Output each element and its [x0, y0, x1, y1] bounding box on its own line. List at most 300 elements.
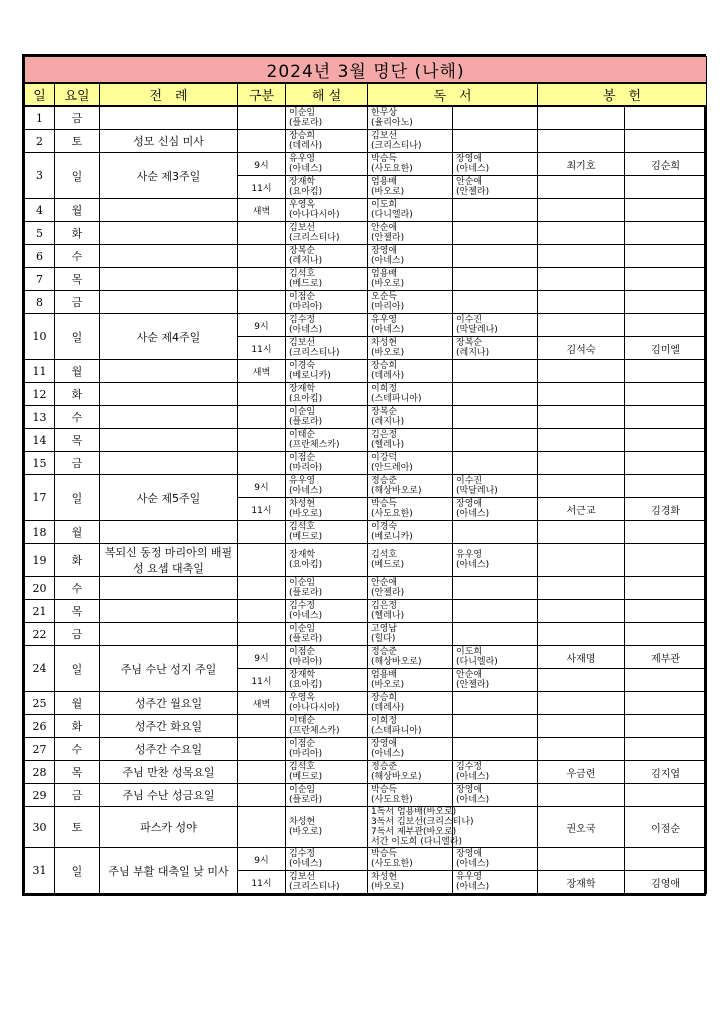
weekday-cell: 월	[55, 521, 100, 544]
person-line: (요아킴)	[289, 187, 323, 197]
liturgy-line: 복되신 동정 마리아의 배필	[104, 546, 233, 559]
liturgy-line: 주님 수난 성금요일	[122, 789, 215, 802]
commentary-cell	[286, 222, 368, 245]
offering-2-cell	[625, 268, 707, 291]
day-cell: 18	[25, 521, 55, 544]
liturgy-cell	[100, 600, 238, 623]
person-line: (안젤라)	[456, 187, 490, 197]
person-line: (플로라)	[289, 588, 323, 598]
day-cell: 24	[25, 646, 55, 692]
header-offering: 봉 헌	[538, 83, 707, 106]
person-line: (베드로)	[289, 772, 323, 782]
person-line: 김석호	[371, 550, 398, 560]
liturgy-cell	[100, 222, 238, 245]
commentary-cell	[286, 199, 368, 222]
weekday-cell: 토	[55, 807, 100, 848]
weekday-cell: 화	[55, 715, 100, 738]
person-line: (베드로)	[289, 532, 323, 542]
offering-2-cell	[625, 222, 707, 245]
person-line: 김은정	[371, 430, 398, 440]
table-row	[25, 130, 707, 153]
person-line: 이희정	[371, 716, 398, 726]
reading-2-cell	[453, 715, 538, 738]
person-line: (아네스)	[456, 560, 490, 570]
offering-2-cell	[625, 475, 707, 498]
weekday-cell: 화	[55, 222, 100, 245]
offering-2-cell: 이점순	[625, 807, 707, 848]
person-line: (마리아)	[289, 302, 323, 312]
commentary-cell	[286, 245, 368, 268]
gubun-cell	[238, 521, 286, 544]
liturgy-line: 성주간 수요일	[134, 743, 203, 756]
person-line: (레지나)	[371, 417, 405, 427]
offering-1-cell	[538, 452, 625, 475]
person-line: (플로라)	[289, 118, 323, 128]
weekday-cell: 월	[55, 692, 100, 715]
person-line: 김수정	[456, 762, 483, 772]
table-row	[25, 646, 707, 669]
gubun-cell: 9시	[238, 153, 286, 176]
offering-2-cell	[625, 692, 707, 715]
reading-1-cell	[368, 715, 453, 738]
person-line: (바오로)	[289, 827, 323, 837]
reading-2-cell	[453, 498, 538, 521]
person-line: (크리스티나)	[371, 141, 422, 151]
liturgy-line: 성 요셉 대축일	[133, 562, 204, 575]
reading-2-cell	[453, 291, 538, 314]
person-line: (레지나)	[289, 256, 323, 266]
gubun-cell	[238, 222, 286, 245]
commentary-cell	[286, 360, 368, 383]
gubun-cell	[238, 383, 286, 406]
offering-1-cell	[538, 106, 625, 130]
reading-1-cell	[368, 245, 453, 268]
offering-1-cell	[538, 429, 625, 452]
person-line: 이수진	[456, 476, 483, 486]
liturgy-cell	[100, 245, 238, 268]
person-line: (플로라)	[289, 417, 323, 427]
gubun-cell: 9시	[238, 314, 286, 337]
offering-2-cell: 김영애	[625, 871, 707, 894]
person-line: 유우영	[371, 315, 398, 325]
reading-1-cell	[368, 738, 453, 761]
day-cell: 26	[25, 715, 55, 738]
person-line: (마리아)	[371, 302, 405, 312]
person-line: 유우영	[289, 154, 316, 164]
person-line: 김은정	[371, 601, 398, 611]
person-line: (요아킴)	[289, 680, 323, 690]
person-line: 김수정	[289, 849, 316, 859]
offering-2-cell	[625, 176, 707, 199]
person-line: 이점순	[289, 647, 316, 657]
offering-2-cell	[625, 130, 707, 153]
person-line: 7독서 제부관(바오로)	[371, 827, 457, 837]
offering-1-cell: 김석숙	[538, 337, 625, 360]
reading-2-cell	[453, 337, 538, 360]
commentary-cell	[286, 544, 368, 577]
day-cell: 10	[25, 314, 55, 360]
commentary-cell	[286, 623, 368, 646]
offering-2-cell	[625, 544, 707, 577]
weekday-cell: 목	[55, 600, 100, 623]
person-line: 장승희	[289, 131, 316, 141]
person-line: (크리스티나)	[289, 348, 340, 358]
person-line: 김수정	[289, 601, 316, 611]
weekday-cell: 금	[55, 452, 100, 475]
reading-1-cell	[368, 106, 453, 130]
day-cell: 21	[25, 600, 55, 623]
person-line: 박승득	[371, 499, 398, 509]
reading-1-cell	[368, 692, 453, 715]
table-row	[25, 291, 707, 314]
reading-2-cell	[453, 475, 538, 498]
person-line: 오순득	[371, 292, 398, 302]
person-line: (사도요한)	[371, 509, 413, 519]
person-line: 장재학	[289, 177, 316, 187]
commentary-cell	[286, 406, 368, 429]
liturgy-cell	[100, 452, 238, 475]
liturgy-line: 주님 만찬 성목요일	[122, 766, 215, 779]
reading-1-cell	[368, 498, 453, 521]
commentary-cell	[286, 577, 368, 600]
reading-2-cell	[453, 199, 538, 222]
person-line: (데레사)	[289, 141, 323, 151]
commentary-cell	[286, 669, 368, 692]
offering-1-cell	[538, 669, 625, 692]
weekday-cell: 일	[55, 153, 100, 199]
header-weekday: 요일	[55, 83, 100, 106]
person-line: (베드로)	[289, 279, 323, 289]
offering-2-cell	[625, 784, 707, 807]
liturgy-cell	[100, 692, 238, 715]
weekday-cell: 일	[55, 646, 100, 692]
person-line: (다니엘라)	[371, 210, 413, 220]
liturgy-line: 성모 신심 미사	[133, 135, 204, 148]
person-line: (바오로)	[371, 882, 405, 892]
reading-1-cell	[368, 153, 453, 176]
offering-1-cell	[538, 245, 625, 268]
reading-1-cell	[368, 337, 453, 360]
weekday-cell: 화	[55, 544, 100, 577]
reading-1-cell	[368, 360, 453, 383]
person-line: (마리아)	[289, 749, 323, 759]
weekday-cell: 금	[55, 291, 100, 314]
person-line: 이경숙	[371, 522, 398, 532]
offering-1-cell	[538, 600, 625, 623]
liturgy-line: 사순 제5주일	[136, 491, 201, 505]
offering-1-cell	[538, 577, 625, 600]
person-line: (바오로)	[371, 348, 405, 358]
table-row	[25, 577, 707, 600]
gubun-cell	[238, 715, 286, 738]
offering-2-cell	[625, 669, 707, 692]
day-cell: 2	[25, 130, 55, 153]
reading-1-cell	[368, 475, 453, 498]
gubun-cell	[238, 452, 286, 475]
person-line: (아나다시아)	[289, 703, 340, 713]
person-line: 이수진	[456, 315, 483, 325]
commentary-cell	[286, 646, 368, 669]
liturgy-cell	[100, 807, 238, 848]
reading-2-cell	[453, 848, 538, 871]
commentary-cell	[286, 106, 368, 130]
gubun-cell	[238, 600, 286, 623]
table-row	[25, 475, 707, 498]
reading-2-cell	[453, 130, 538, 153]
gubun-cell	[238, 106, 286, 130]
commentary-cell	[286, 475, 368, 498]
roster-table	[24, 56, 707, 894]
person-line: (해상바오로)	[371, 486, 422, 496]
offering-1-cell	[538, 383, 625, 406]
liturgy-cell	[100, 761, 238, 784]
gubun-cell: 새벽	[238, 692, 286, 715]
person-line: 고영남	[371, 624, 398, 634]
liturgy-cell	[100, 521, 238, 544]
liturgy-cell	[100, 199, 238, 222]
person-line: 김보선	[289, 872, 316, 882]
person-line: 김보선	[289, 338, 316, 348]
offering-2-cell	[625, 577, 707, 600]
gubun-cell: 새벽	[238, 199, 286, 222]
reading-1-cell	[368, 406, 453, 429]
person-line: 이강덕	[371, 453, 398, 463]
person-line: 차성현	[289, 817, 316, 827]
person-line: (바오로)	[371, 187, 405, 197]
person-line: 박승득	[371, 785, 398, 795]
person-line: 장복순	[456, 338, 483, 348]
offering-2-cell	[625, 452, 707, 475]
commentary-cell	[286, 452, 368, 475]
day-cell: 30	[25, 807, 55, 848]
offering-1-cell	[538, 715, 625, 738]
reading-2-cell	[453, 521, 538, 544]
person-line: (아나다시아)	[289, 210, 340, 220]
offering-1-cell	[538, 623, 625, 646]
gubun-cell: 11시	[238, 337, 286, 360]
commentary-cell	[286, 153, 368, 176]
liturgy-cell	[100, 623, 238, 646]
reading-1-cell	[368, 761, 453, 784]
table-row	[25, 848, 707, 871]
day-cell: 5	[25, 222, 55, 245]
person-line: (베로니카)	[371, 532, 413, 542]
commentary-cell	[286, 871, 368, 894]
person-line: (아네스)	[456, 882, 490, 892]
table-row	[25, 521, 707, 544]
liturgy-cell	[100, 848, 238, 894]
table-row	[25, 383, 707, 406]
day-cell: 17	[25, 475, 55, 521]
person-line: 우영옥	[289, 693, 316, 703]
offering-2-cell	[625, 383, 707, 406]
table-row	[25, 360, 707, 383]
person-line: (율리아노)	[371, 118, 413, 128]
weekday-cell: 수	[55, 245, 100, 268]
person-line: (힐다)	[371, 634, 396, 644]
person-line: (다니엘라)	[456, 657, 498, 667]
person-line: (프란체스카)	[289, 440, 340, 450]
reading-2-cell	[453, 646, 538, 669]
gubun-cell: 11시	[238, 498, 286, 521]
person-line: 장복순	[371, 407, 398, 417]
person-line: (요아킴)	[289, 394, 323, 404]
person-line: (해상바오로)	[371, 772, 422, 782]
reading-2-cell	[453, 452, 538, 475]
person-line: (아네스)	[289, 859, 323, 869]
person-line: (바오로)	[371, 279, 405, 289]
liturgy-line: 파스카 성야	[140, 821, 197, 834]
person-line: (사도요한)	[371, 164, 413, 174]
liturgy-cell	[100, 406, 238, 429]
commentary-cell	[286, 761, 368, 784]
roster-body	[25, 106, 707, 894]
person-line: 엄용배	[371, 177, 398, 187]
liturgy-cell	[100, 153, 238, 199]
gubun-cell	[238, 623, 286, 646]
person-line: 이점순	[289, 453, 316, 463]
person-line: 서간 이도희 (다니엘라)	[371, 837, 462, 847]
liturgy-line: 사순 제3주일	[136, 169, 201, 183]
reading-2-cell	[453, 153, 538, 176]
table-row	[25, 245, 707, 268]
reading-2-cell	[453, 600, 538, 623]
offering-2-cell	[625, 406, 707, 429]
person-line: (헬레나)	[371, 440, 405, 450]
day-cell: 3	[25, 153, 55, 199]
person-line: (아네스)	[456, 164, 490, 174]
commentary-cell	[286, 291, 368, 314]
person-line: 정승준	[371, 647, 398, 657]
offering-1-cell	[538, 291, 625, 314]
day-cell: 7	[25, 268, 55, 291]
person-line: (프란체스카)	[289, 726, 340, 736]
person-line: (아네스)	[456, 772, 490, 782]
person-line: (마리아)	[289, 657, 323, 667]
table-row	[25, 452, 707, 475]
day-cell: 1	[25, 106, 55, 130]
liturgy-cell	[100, 784, 238, 807]
weekday-cell: 월	[55, 360, 100, 383]
gubun-cell	[238, 268, 286, 291]
person-line: (안드레아)	[371, 463, 413, 473]
table-row	[25, 784, 707, 807]
commentary-cell	[286, 600, 368, 623]
day-cell: 11	[25, 360, 55, 383]
table-row	[25, 106, 707, 130]
commentary-cell	[286, 784, 368, 807]
person-line: 차성현	[371, 338, 398, 348]
day-cell: 14	[25, 429, 55, 452]
person-line: 이희정	[371, 384, 398, 394]
person-line: (베드로)	[371, 560, 405, 570]
liturgy-cell	[100, 130, 238, 153]
header-reading: 독 서	[368, 83, 538, 106]
offering-2-cell	[625, 738, 707, 761]
gubun-cell: 11시	[238, 176, 286, 199]
reading-1-cell	[368, 848, 453, 871]
person-line: 장영애	[456, 499, 483, 509]
commentary-cell	[286, 692, 368, 715]
person-line: 장영애	[456, 849, 483, 859]
person-line: (바오로)	[371, 680, 405, 690]
offering-1-cell: 최기호	[538, 153, 625, 176]
commentary-cell	[286, 176, 368, 199]
person-line: 박승득	[371, 849, 398, 859]
gubun-cell: 11시	[238, 669, 286, 692]
person-line: (데레사)	[371, 703, 405, 713]
table-row	[25, 429, 707, 452]
offering-2-cell	[625, 106, 707, 130]
weekday-cell: 수	[55, 406, 100, 429]
reading-2-cell	[453, 577, 538, 600]
person-line: (아네스)	[371, 325, 405, 335]
person-line: 장재학	[289, 550, 316, 560]
reading-2-cell	[453, 429, 538, 452]
offering-2-cell: 제부관	[625, 646, 707, 669]
offering-2-cell	[625, 314, 707, 337]
reading-2-cell	[453, 784, 538, 807]
reading-1-cell	[368, 199, 453, 222]
day-cell: 4	[25, 199, 55, 222]
reading-2-cell	[453, 692, 538, 715]
day-cell: 8	[25, 291, 55, 314]
day-cell: 15	[25, 452, 55, 475]
person-line: (해상바오로)	[371, 657, 422, 667]
offering-2-cell: 김경화	[625, 498, 707, 521]
gubun-cell: 9시	[238, 646, 286, 669]
person-line: (안젤라)	[371, 233, 405, 243]
table-row	[25, 222, 707, 245]
person-line: 이순임	[289, 407, 316, 417]
person-line: (안젤라)	[456, 680, 490, 690]
offering-2-cell	[625, 848, 707, 871]
reading-1-cell	[368, 669, 453, 692]
person-line: (아네스)	[289, 164, 323, 174]
gubun-cell	[238, 761, 286, 784]
weekday-cell: 일	[55, 475, 100, 521]
person-line: (레지나)	[456, 348, 490, 358]
person-line: 정승준	[371, 762, 398, 772]
gubun-cell	[238, 807, 286, 848]
person-line: 차성현	[371, 872, 398, 882]
offering-2-cell	[625, 429, 707, 452]
liturgy-cell	[100, 314, 238, 360]
offering-1-cell	[538, 130, 625, 153]
reading-2-cell	[453, 406, 538, 429]
commentary-cell	[286, 738, 368, 761]
offering-1-cell	[538, 268, 625, 291]
offering-1-cell	[538, 475, 625, 498]
person-line: (사도요한)	[371, 795, 413, 805]
reading-1-cell	[368, 222, 453, 245]
person-line: (헬레나)	[371, 611, 405, 621]
liturgy-cell	[100, 738, 238, 761]
table-row	[25, 153, 707, 176]
person-line: (바오로)	[289, 509, 323, 519]
person-line: 유우영	[456, 550, 483, 560]
commentary-cell	[286, 268, 368, 291]
person-line: 장복순	[289, 246, 316, 256]
gubun-cell: 9시	[238, 475, 286, 498]
commentary-cell	[286, 130, 368, 153]
person-line: 장영애	[456, 154, 483, 164]
person-line: 장승희	[371, 693, 398, 703]
reading-1-cell	[368, 268, 453, 291]
person-line: (아네스)	[456, 859, 490, 869]
person-line: (데레사)	[371, 371, 405, 381]
reading-1-cell	[368, 646, 453, 669]
